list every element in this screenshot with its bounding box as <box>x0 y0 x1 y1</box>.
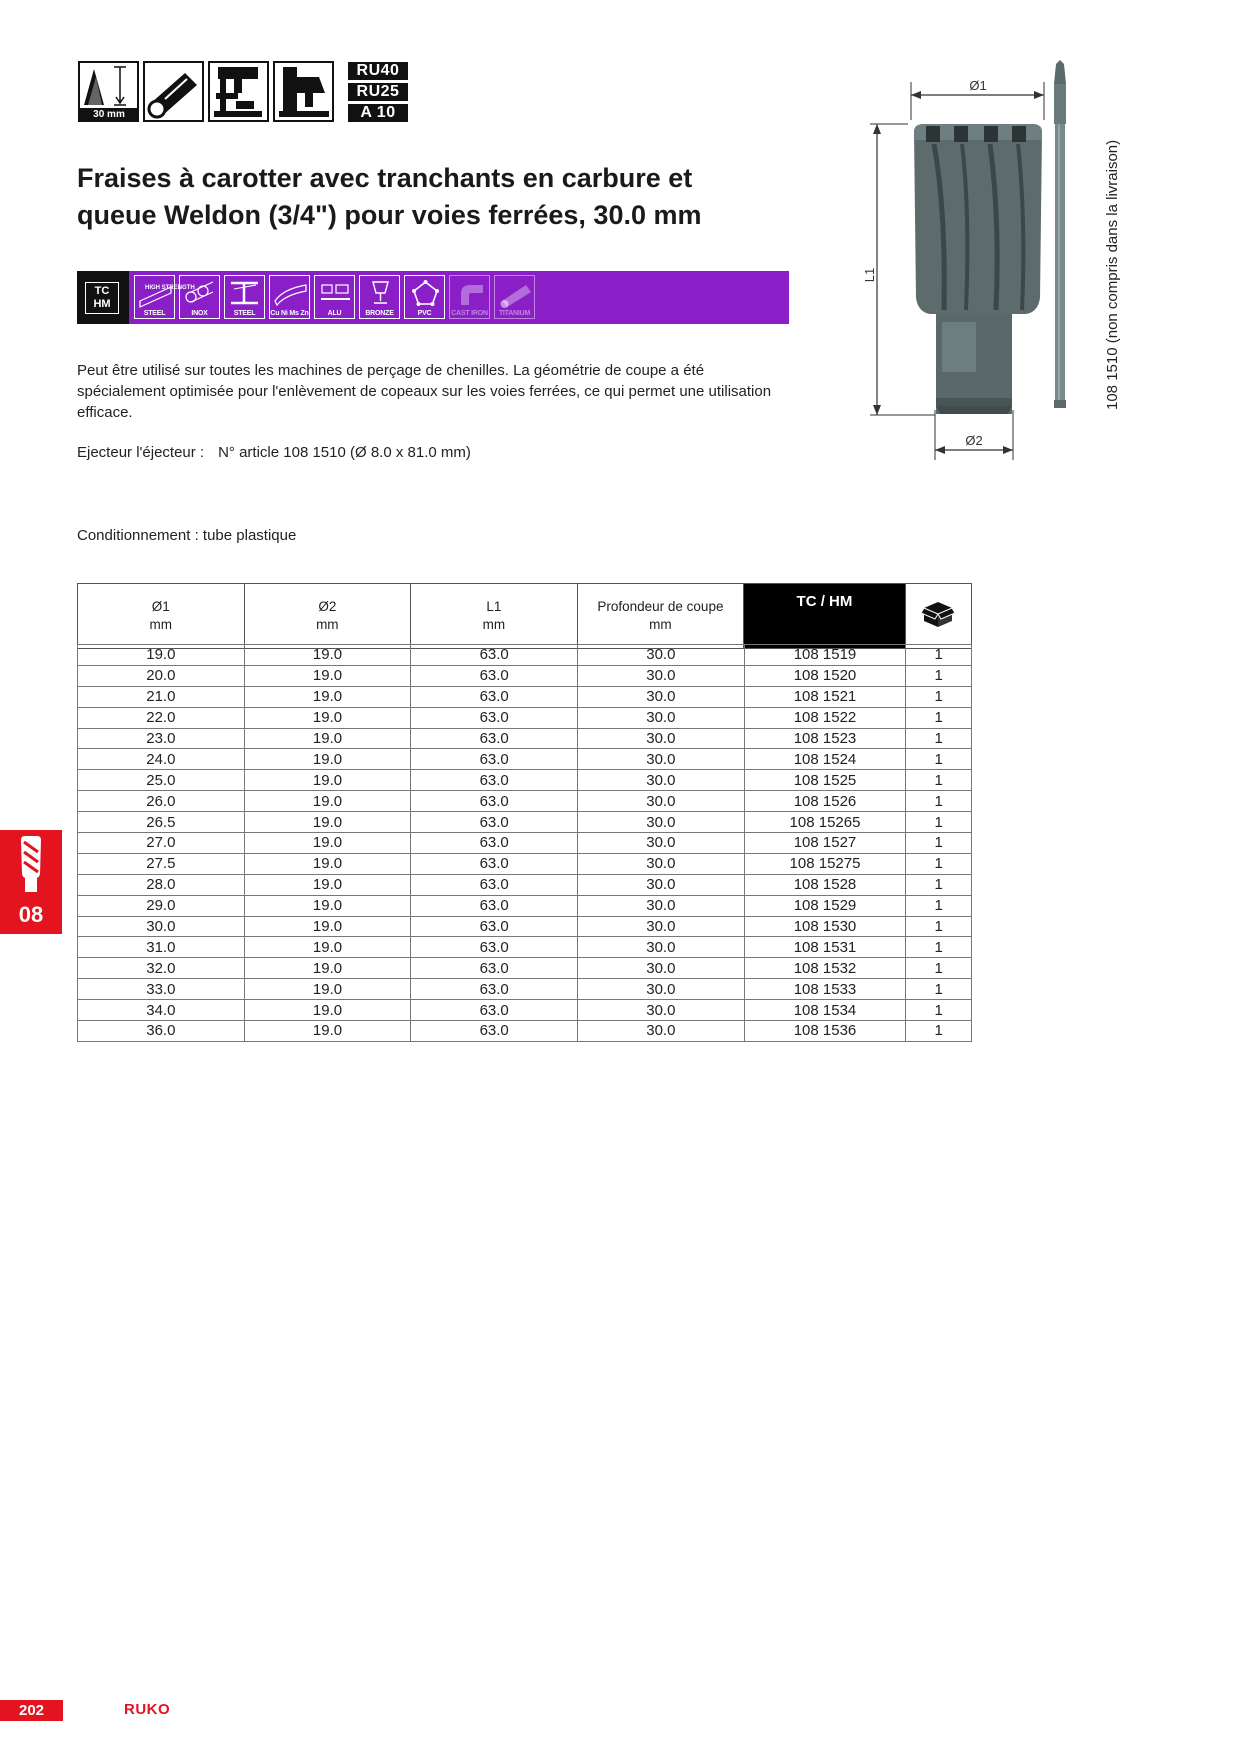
material-label: CAST IRON <box>451 310 488 317</box>
cell-package-qty: 1 <box>906 728 972 749</box>
cell-d1: 24.0 <box>78 749 245 770</box>
table-row <box>78 979 972 1000</box>
ejector-pin-note: 108 1510 (non compris dans la livraison) <box>1104 139 1121 410</box>
magnetic-drill-icon <box>273 61 334 122</box>
col-header-package <box>905 584 971 649</box>
cell-d2: 19.0 <box>244 728 411 749</box>
cell-cutting-depth: 30.0 <box>578 958 745 979</box>
d2-dimension-label: Ø2 <box>965 433 983 448</box>
aluminium-profile-icon <box>318 279 353 307</box>
cell-d1: 19.0 <box>78 645 245 666</box>
cell-d2: 19.0 <box>244 979 411 1000</box>
cell-d1: 27.0 <box>78 833 245 854</box>
cell-d1: 26.5 <box>78 812 245 833</box>
cell-article-number: 108 15265 <box>744 812 906 833</box>
table-row <box>78 1021 972 1042</box>
cell-d1: 36.0 <box>78 1021 245 1042</box>
cell-d2: 19.0 <box>244 1000 411 1021</box>
table-row <box>78 1000 972 1021</box>
machine-badge-a10: A 10 <box>348 104 408 122</box>
cell-d1: 34.0 <box>78 1000 245 1021</box>
cell-l1: 63.0 <box>411 979 578 1000</box>
high-strength-badge: HIGH STRENGTH <box>145 285 195 291</box>
cell-package-qty: 1 <box>906 770 972 791</box>
col-header-l1 <box>411 584 578 649</box>
cell-d2: 19.0 <box>244 833 411 854</box>
cell-package-qty: 1 <box>906 833 972 854</box>
material-high-strength-steel <box>134 275 195 319</box>
cell-d1: 26.0 <box>78 791 245 812</box>
cell-cutting-depth: 30.0 <box>578 1021 745 1042</box>
cell-d1: 28.0 <box>78 874 245 895</box>
cell-d1: 22.0 <box>78 707 245 728</box>
cell-l1: 63.0 <box>411 665 578 686</box>
table-row <box>78 749 972 770</box>
col-header-unit: mm <box>149 617 173 632</box>
cell-l1: 63.0 <box>411 916 578 937</box>
cell-article-number: 108 1524 <box>744 749 906 770</box>
material-inox <box>179 275 220 319</box>
cell-article-number: 108 1527 <box>744 833 906 854</box>
title-line-1: Fraises à carotter avec tranchants en carbure et <box>77 163 693 193</box>
cell-article-number: 108 1534 <box>744 1000 906 1021</box>
material-label: BRONZE <box>365 310 394 317</box>
cell-d2: 19.0 <box>244 895 411 916</box>
col-header-label: Ø2 <box>318 599 337 614</box>
material-nonferrous <box>269 275 310 319</box>
cell-d1: 27.5 <box>78 853 245 874</box>
col-header-label: L1 <box>486 599 502 614</box>
material-label: INOX <box>191 310 208 317</box>
cell-cutting-depth: 30.0 <box>578 916 745 937</box>
cell-l1: 63.0 <box>411 686 578 707</box>
cell-article-number: 108 1526 <box>744 791 906 812</box>
tc-hm-badge-frame <box>85 282 119 314</box>
table-row <box>78 812 972 833</box>
cell-package-qty: 1 <box>906 958 972 979</box>
cell-package-qty: 1 <box>906 916 972 937</box>
material-pvc <box>404 275 445 319</box>
page-title <box>77 160 757 234</box>
cell-d1: 20.0 <box>78 665 245 686</box>
titanium-pipe-icon <box>498 279 533 307</box>
pvc-pentagon-icon <box>408 279 443 307</box>
tc-hm-badge <box>77 271 129 324</box>
cell-cutting-depth: 30.0 <box>578 645 745 666</box>
cell-d2: 19.0 <box>244 749 411 770</box>
product-description: Peut être utilisé sur toutes les machines de perçage de chenilles. La géométrie de coupe a été spécialement optimisée pour l'enlèvement de copeaux sur les voies ferrées, ce qui permet une utilisation efficace. <box>77 362 772 421</box>
cell-package-qty: 1 <box>906 874 972 895</box>
cell-d2: 19.0 <box>244 812 411 833</box>
core-drill-chapter-icon <box>0 830 62 900</box>
hm-label: HM <box>93 298 111 310</box>
cell-d2: 19.0 <box>244 686 411 707</box>
machine-badge-ru40: RU40 <box>348 62 408 80</box>
cell-d2: 19.0 <box>244 665 411 686</box>
cell-package-qty: 1 <box>906 812 972 833</box>
table-row <box>78 686 972 707</box>
cell-package-qty: 1 <box>906 937 972 958</box>
core-drill-diagram <box>850 60 1110 470</box>
cell-article-number: 108 1533 <box>744 979 906 1000</box>
cell-cutting-depth: 30.0 <box>578 728 745 749</box>
cell-cutting-depth: 30.0 <box>578 874 745 895</box>
col-header-cutting-depth <box>577 584 744 649</box>
ejector-info <box>77 444 471 461</box>
cell-d2: 19.0 <box>244 958 411 979</box>
cell-cutting-depth: 30.0 <box>578 979 745 1000</box>
cell-article-number: 108 15275 <box>744 853 906 874</box>
cast-iron-elbow-icon <box>453 279 488 307</box>
col-header-d2 <box>244 584 411 649</box>
table-row <box>78 833 972 854</box>
table-row <box>78 895 972 916</box>
material-label: PVC <box>417 310 432 317</box>
chapter-number: 08 <box>18 902 44 927</box>
cell-d2: 19.0 <box>244 916 411 937</box>
cell-l1: 63.0 <box>411 707 578 728</box>
cell-l1: 63.0 <box>411 1000 578 1021</box>
bronze-cup-icon <box>363 279 398 307</box>
cell-package-qty: 1 <box>906 665 972 686</box>
cell-d2: 19.0 <box>244 791 411 812</box>
cell-d2: 19.0 <box>244 707 411 728</box>
table-row <box>78 958 972 979</box>
package-box-icon <box>921 599 955 629</box>
cell-cutting-depth: 30.0 <box>578 895 745 916</box>
cell-l1: 63.0 <box>411 812 578 833</box>
packaging-info: Conditionnement : tube plastique <box>77 527 297 544</box>
core-drill-image <box>914 124 1042 414</box>
cell-article-number: 108 1522 <box>744 707 906 728</box>
inox-pipes-icon <box>183 279 218 307</box>
cell-d1: 33.0 <box>78 979 245 1000</box>
table-row <box>78 728 972 749</box>
product-table-header <box>77 583 972 649</box>
cell-d1: 25.0 <box>78 770 245 791</box>
material-suitability-strip <box>77 271 789 324</box>
table-row <box>78 645 972 666</box>
material-label: TITANIUM <box>498 310 531 317</box>
table-row <box>78 874 972 895</box>
material-cast-iron <box>449 275 490 319</box>
high-strength-steel-icon <box>138 279 195 307</box>
table-row <box>78 770 972 791</box>
cell-cutting-depth: 30.0 <box>578 833 745 854</box>
cell-l1: 63.0 <box>411 728 578 749</box>
cell-l1: 63.0 <box>411 770 578 791</box>
cell-d2: 19.0 <box>244 853 411 874</box>
cell-l1: 63.0 <box>411 833 578 854</box>
cutting-depth-label: 30 mm <box>79 108 139 122</box>
cell-package-qty: 1 <box>906 791 972 812</box>
cell-d2: 19.0 <box>244 770 411 791</box>
title-line-2: queue Weldon (3/4") pour voies ferrées, 30.0 mm <box>77 200 702 230</box>
material-steel <box>224 275 265 319</box>
cell-cutting-depth: 30.0 <box>578 853 745 874</box>
cell-d1: 32.0 <box>78 958 245 979</box>
cell-l1: 63.0 <box>411 645 578 666</box>
cell-l1: 63.0 <box>411 874 578 895</box>
col-header-unit: mm <box>482 617 506 632</box>
d1-dimension-label: Ø1 <box>969 78 987 93</box>
cell-cutting-depth: 30.0 <box>578 812 745 833</box>
material-label: ALU <box>327 310 342 317</box>
cell-l1: 63.0 <box>411 895 578 916</box>
material-label: STEEL <box>233 310 256 317</box>
cell-article-number: 108 1536 <box>744 1021 906 1042</box>
cell-package-qty: 1 <box>906 853 972 874</box>
cell-article-number: 108 1523 <box>744 728 906 749</box>
cell-cutting-depth: 30.0 <box>578 937 745 958</box>
cell-d1: 30.0 <box>78 916 245 937</box>
cell-package-qty: 1 <box>906 895 972 916</box>
table-row <box>78 665 972 686</box>
table-row <box>78 916 972 937</box>
cell-package-qty: 1 <box>906 1000 972 1021</box>
cell-package-qty: 1 <box>906 707 972 728</box>
machine-badge-ru25: RU25 <box>348 83 408 101</box>
material-alu <box>314 275 355 319</box>
col-header-label: Profondeur de coupe <box>597 599 724 614</box>
cell-cutting-depth: 30.0 <box>578 665 745 686</box>
cell-article-number: 108 1520 <box>744 665 906 686</box>
product-table-body <box>78 645 972 1042</box>
cell-l1: 63.0 <box>411 853 578 874</box>
ejector-label: Ejecteur l'éjecteur : <box>77 444 205 461</box>
drill-press-icon <box>208 61 269 122</box>
cell-cutting-depth: 30.0 <box>578 1000 745 1021</box>
cell-l1: 63.0 <box>411 1021 578 1042</box>
cell-article-number: 108 1528 <box>744 874 906 895</box>
col-header-label: Ø1 <box>151 599 170 614</box>
cell-l1: 63.0 <box>411 937 578 958</box>
material-label: Cu Ni Ms Zn <box>270 310 309 317</box>
cell-cutting-depth: 30.0 <box>578 791 745 812</box>
cell-article-number: 108 1521 <box>744 686 906 707</box>
cell-l1: 63.0 <box>411 749 578 770</box>
page-number: 202 <box>0 1700 63 1721</box>
material-bronze <box>359 275 400 319</box>
cell-article-number: 108 1530 <box>744 916 906 937</box>
cell-d2: 19.0 <box>244 874 411 895</box>
material-label: STEEL <box>143 310 166 317</box>
col-header-unit: mm <box>649 617 672 632</box>
cell-d2: 19.0 <box>244 1021 411 1042</box>
cell-l1: 63.0 <box>411 791 578 812</box>
cell-d2: 19.0 <box>244 937 411 958</box>
cell-article-number: 108 1525 <box>744 770 906 791</box>
col-header-d1 <box>78 584 245 649</box>
col-header-unit: mm <box>316 617 339 632</box>
ejector-pin-image <box>1054 60 1066 408</box>
table-row <box>78 791 972 812</box>
cell-d1: 23.0 <box>78 728 245 749</box>
cell-cutting-depth: 30.0 <box>578 770 745 791</box>
cell-d1: 31.0 <box>78 937 245 958</box>
cell-package-qty: 1 <box>906 979 972 1000</box>
material-titanium <box>494 275 535 319</box>
cell-article-number: 108 1529 <box>744 895 906 916</box>
table-row <box>78 707 972 728</box>
cell-article-number: 108 1531 <box>744 937 906 958</box>
cell-article-number: 108 1532 <box>744 958 906 979</box>
nonferrous-sheet-icon <box>273 279 308 307</box>
table-row <box>78 937 972 958</box>
tc-label: TC <box>94 285 110 297</box>
cell-cutting-depth: 30.0 <box>578 707 745 728</box>
cell-d1: 29.0 <box>78 895 245 916</box>
cell-package-qty: 1 <box>906 1021 972 1042</box>
product-table <box>77 644 972 1042</box>
cell-d1: 21.0 <box>78 686 245 707</box>
cell-package-qty: 1 <box>906 749 972 770</box>
tube-workpiece-icon <box>143 61 204 122</box>
cell-package-qty: 1 <box>906 645 972 666</box>
l1-dimension-label: L1 <box>862 267 877 283</box>
cell-cutting-depth: 30.0 <box>578 686 745 707</box>
steel-beam-icon <box>228 279 263 307</box>
cell-cutting-depth: 30.0 <box>578 749 745 770</box>
cell-package-qty: 1 <box>906 686 972 707</box>
cell-l1: 63.0 <box>411 958 578 979</box>
table-row <box>78 853 972 874</box>
cell-article-number: 108 1519 <box>744 645 906 666</box>
brand-name: RUKO <box>124 1701 171 1718</box>
col-header-tc-hm: TC / HM <box>744 584 906 649</box>
ejector-value: N° article 108 1510 (Ø 8.0 x 81.0 mm) <box>218 444 471 461</box>
cell-d2: 19.0 <box>244 645 411 666</box>
